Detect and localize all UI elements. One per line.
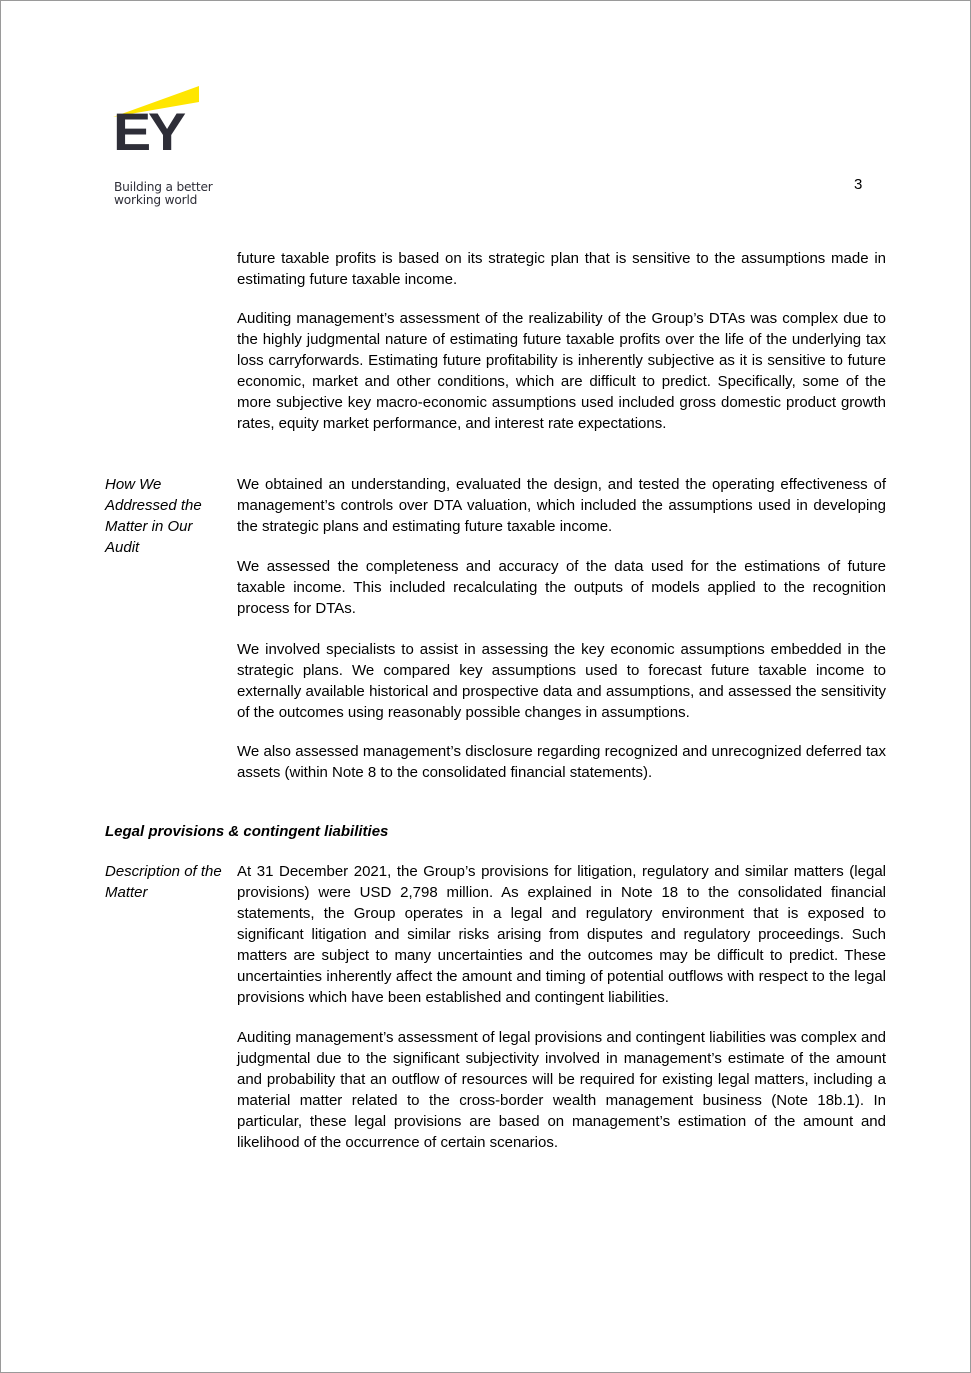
how-addressed-paragraph-3: We involved specialists to assist in assessing the key economic assumptions embedded in the strategic plans. We compared key assumptions used to forecast future taxable income to externally available historical and prospective data and assumptions, and assessed the sensitivity of the outcomes using reasonably possible changes in assumptions.: [237, 641, 886, 721]
dta-paragraph-1: future taxable profits is based on its strategic plan that is sensitive to the assumptions made in estimating future taxable income.: [237, 250, 886, 288]
legal-paragraph-1: At 31 December 2021, the Group’s provisions for litigation, regulatory and similar matters (legal provisions) were USD 2,798 million. As explained in Note 18 to the consolidated financial statements, the Group operates in a legal and regulatory environment that is exposed to significant litigation and similar risks arising from disputes and regulatory proceedings. Such matters are subject to many uncertainties and the outcomes may be difficult to predict. These uncertainties inherently affect the amount and timing of potential outflows with respect to the legal provisions which have been established and contingent liabilities.: [237, 863, 886, 1006]
how-addressed-paragraph-1: We obtained an understanding, evaluated the design, and tested the operating effectiveness of management’s controls over DTA valuation, which included the assumptions used in developing the strategic plans and estimating future taxable income.: [237, 476, 886, 535]
description-label: Description of the Matter: [105, 863, 222, 901]
how-addressed-paragraph-4: We also assessed management’s disclosure regarding recognized and unrecognized deferred tax assets (within Note 8 to the consolidated financial statements).: [237, 743, 886, 781]
logo-tagline: [114, 181, 213, 207]
dta-paragraph-2: Auditing management’s assessment of the realizability of the Group’s DTAs was complex due to the highly judgmental nature of estimating future taxable profits over the life of the underlying tax loss carryforwards. Estimating future profitability is inherently subjective as it is sensitive to future economic, market and other conditions, which are difficult to predict. Specifically, some of the more subjective key macro-economic assumptions used included gross domestic product growth rates, equity market performance, and interest rate expectations.: [237, 310, 886, 432]
ey-logo: [113, 86, 233, 214]
logo-tagline-line2: working world: [114, 193, 198, 207]
section-heading: Legal provisions & contingent liabilities: [105, 823, 389, 840]
logo-wordmark: EY: [113, 103, 183, 162]
page-number: 3: [854, 176, 863, 193]
logo-tagline-line1: Building a better: [114, 180, 213, 194]
legal-paragraph-2: Auditing management’s assessment of legal provisions and contingent liabilities was complex and judgmental due to the significant subjectivity involved in management’s estimate of the amount and probability that an outflow of resources will be required for existing legal matters, including a material matter related to the cross-border wealth management business (Note 18b.1). In particular, these legal provisions are based on management’s estimation of the amount and likelihood of the occurrence of certain scenarios.: [237, 1029, 886, 1151]
how-addressed-paragraph-2: We assessed the completeness and accuracy of the data used for the estimations of future taxable income. This included recalculating the outputs of models applied to the recognition process for DTAs.: [237, 558, 886, 617]
how-addressed-label: How We Addressed the Matter in Our Audit: [105, 476, 202, 556]
